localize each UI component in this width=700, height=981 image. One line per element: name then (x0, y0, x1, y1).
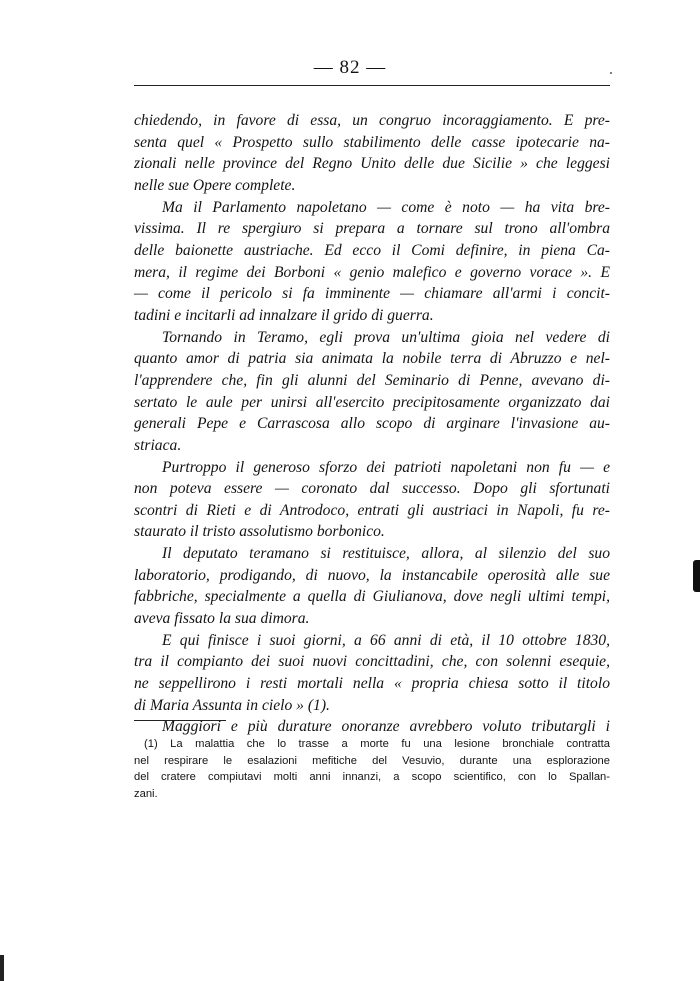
footnote-line: del cratere compiutavi molti anni innanzi, a scopo scientifico, con lo Spallan- (134, 771, 610, 783)
body-text (134, 110, 610, 738)
footnote-line: nel respirare le esalazioni mefitiche del Vesuvio, durante una esplorazione (134, 754, 610, 767)
text-line: non poteva essere — coronato dal successo. Dopo gli sfortunati (134, 480, 610, 498)
footnote-line: (1) La malattia che lo trasse a morte fu una lesione bronchiale contratta (144, 738, 610, 750)
text-line: aveva fissato la sua dimora. (134, 610, 310, 628)
footnote-rule (134, 720, 226, 721)
text-line: nelle sue Opere complete. (134, 176, 296, 194)
text-line: E qui finisce i suoi giorni, a 66 anni di età, il 10 ottobre 1830, (162, 631, 610, 649)
text-line: staurato il tristo assolutismo borbonico. (134, 523, 385, 541)
text-line: di Maria Assunta in cielo » (1). (134, 696, 330, 714)
text-line: scontri di Rieti e di Antrodoco, entrati gli austriaci in Napoli, fu re- (134, 501, 610, 519)
scan-speck-bottom (0, 955, 4, 981)
text-line: quanto amor di patria sia animata la nobile terra di Abruzzo e nel- (134, 350, 610, 368)
text-line: laboratorio, prodigando, di nuovo, la instancabile operosità alle sue (134, 566, 610, 584)
text-line: l'apprendere che, fin gli alunni del Seminario di Penne, avevano di- (134, 371, 610, 389)
text-line: chiedendo, in favore di essa, un congruo incoraggiamento. E pre- (134, 112, 610, 129)
scan-dot (610, 72, 612, 74)
text-line: mera, il regime dei Borboni « genio malefico e governo vorace ». E (134, 263, 610, 281)
text-line: Tornando in Teramo, egli prova un'ultima gioia nel vedere di (162, 328, 610, 346)
scan-speck-right (693, 560, 700, 592)
text-line: sertato le aule per unirsi all'esercito precipitosamente organizzato dai (134, 393, 610, 411)
text-line: — come il pericolo si fa imminente — chiamare all'armi i concit- (134, 285, 610, 303)
text-line: senta quel « Prospetto sullo stabilimento delle casse ipotecarie na- (134, 133, 610, 151)
footnote-line: zani. (134, 787, 158, 800)
text-line: tadini e incitarli ad innalzare il grido di guerra. (134, 306, 434, 324)
text-line: Il deputato teramano si restituisce, allora, al silenzio del suo (162, 545, 610, 563)
text-line: Maggiori e più durature onoranze avrebbero voluto tributargli i (162, 718, 610, 736)
text-line: vissima. Il re spergiuro si prepara a tornare sul trono all'ombra (134, 220, 610, 238)
text-line: striaca. (134, 436, 182, 454)
page-number: — 82 — (313, 57, 387, 78)
text-line: fabbriche, specialmente a quella di Giulianova, dove negli ultimi tempi, (134, 588, 610, 606)
text-line: Purtroppo il generoso sforzo dei patrioti napoletani non fu — e (162, 458, 610, 476)
header-rule (134, 85, 610, 86)
text-line: zionali nelle province del Regno Unito delle due Sicilie » che leggesi (134, 155, 610, 173)
text-line: generali Pepe e Carrascosa allo scopo di arginare l'invasione au- (134, 415, 610, 433)
text-line: Ma il Parlamento napoletano — come è noto — ha vita bre- (162, 198, 610, 216)
text-line: tra il compianto dei suoi nuovi concittadini, che, con solenni esequie, (134, 653, 610, 671)
text-line: ne seppellirono i resti mortali nella « propria chiesa sotto il titolo (134, 675, 610, 693)
text-line: delle baionette austriache. Ed ecco il Comi definire, in piena Ca- (134, 241, 610, 259)
footnote (134, 736, 610, 802)
